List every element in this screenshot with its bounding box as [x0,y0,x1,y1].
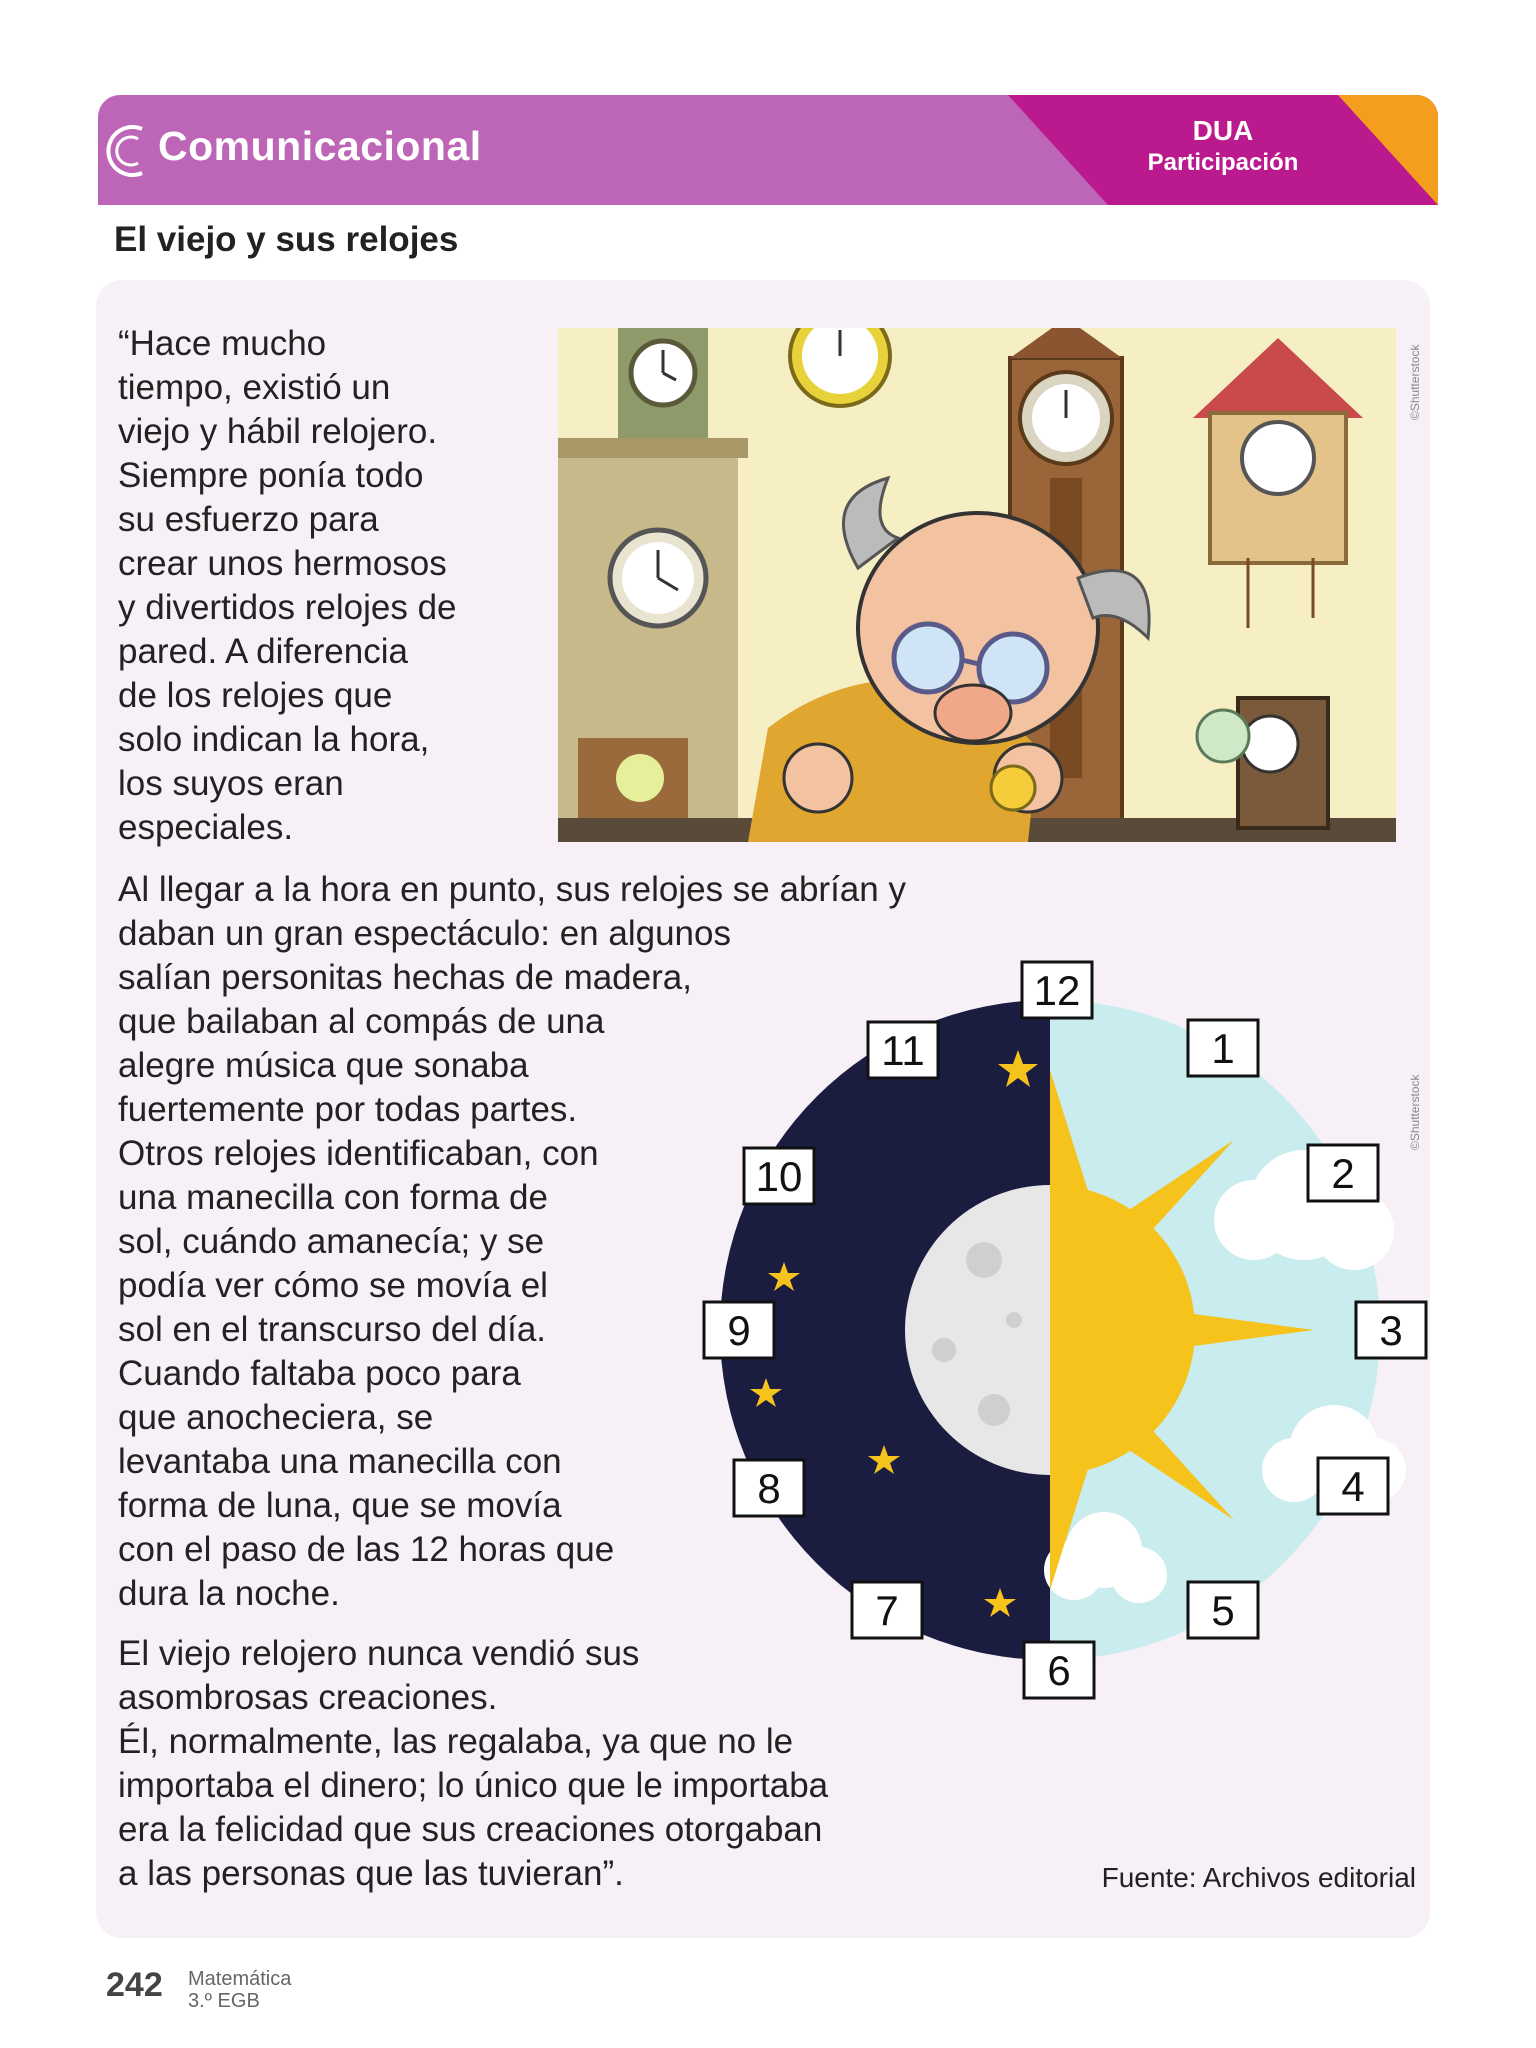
footer-info [188,1968,291,2012]
svg-text:5: 5 [1211,1587,1235,1634]
clockmaker-illustration [558,328,1396,842]
hour-box-6 [1024,1642,1094,1698]
text-line: sol en el transcurso del día. [118,1310,547,1349]
text-line: Él, normalmente, las regalaba, ya que no le [118,1722,794,1761]
svg-text:12: 12 [1033,967,1081,1014]
svg-text:8: 8 [757,1465,781,1512]
svg-text:1: 1 [1211,1025,1235,1072]
text-line: era la felicidad que sus creaciones otorgaban [118,1810,823,1849]
paragraph-1 [118,322,558,850]
hour-box-8 [734,1460,804,1516]
text-line: su esfuerzo para [118,500,379,539]
text-line: y divertidos relojes de [118,588,457,627]
text-line: Siempre ponía todo [118,456,424,495]
paragraph-3 [118,1632,1018,1896]
text-line: asombrosas creaciones. [118,1678,498,1717]
text-line: sol, cuándo amanecía; y se [118,1222,545,1261]
source-note: Fuente: Archivos editorial [1101,1862,1416,1893]
comunicacional-logo-icon [98,119,162,183]
svg-text:11: 11 [881,1027,925,1074]
text-line: que bailaban al compás de una [118,1002,605,1041]
hour-box-11 [868,1022,938,1078]
footer-grade: 3.º EGB [188,1990,260,2012]
svg-text:6: 6 [1047,1647,1071,1694]
text-line: tiempo, existió un [118,368,391,407]
text-line: Al llegar a la hora en punto, sus relojes se abrían y [118,870,906,909]
section-title: Comunicacional [158,123,482,169]
page-number: 242 [106,1966,163,2004]
text-line: Otros relojes identificaban, con [118,1134,599,1173]
hour-box-10 [744,1148,814,1204]
text-line: podía ver cómo se movía el [118,1266,548,1305]
story-title: El viejo y sus relojes [114,220,459,259]
svg-text:7: 7 [875,1587,899,1634]
hour-box-12 [1022,962,1092,1018]
dua-subtitle: Participación [1147,149,1299,176]
text-line: solo indican la hora, [118,720,430,759]
text-line: que anocheciera, se [118,1398,434,1437]
svg-text:4: 4 [1341,1463,1365,1510]
svg-text:2: 2 [1331,1150,1355,1197]
image-credit: ©Shutterstock [1408,344,1422,420]
text-line: fuertemente por todas partes. [118,1090,578,1129]
hour-box-4 [1318,1458,1388,1514]
text-line: los suyos eran [118,764,344,803]
text-line: una manecilla con forma de [118,1178,548,1217]
svg-text:10: 10 [755,1153,803,1200]
text-line: crear unos hermosos [118,544,447,583]
svg-text:3: 3 [1379,1307,1403,1354]
text-line: El viejo relojero nunca vendió sus [118,1634,640,1673]
text-line: Cuando faltaba poco para [118,1354,521,1393]
text-line: forma de luna, que se movía [118,1486,562,1525]
text-line: importaba el dinero; lo único que le importaba [118,1766,829,1805]
text-line: dura la noche. [118,1574,340,1613]
text-line: con el paso de las 12 horas que [118,1530,615,1569]
text-line: salían personitas hechas de madera, [118,958,692,997]
text-line: viejo y hábil relojero. [118,412,438,451]
dua-title: DUA [1192,115,1254,146]
hour-box-1 [1188,1020,1258,1076]
section-header [98,95,1438,205]
text-line: a las personas que las tuvieran”. [118,1854,624,1893]
hour-box-5 [1188,1582,1258,1638]
text-line: de los relojes que [118,676,393,715]
hour-box-3 [1356,1302,1426,1358]
text-line: pared. A diferencia [118,632,408,671]
footer-subject: Matemática [188,1968,292,1990]
text-line: levantaba una manecilla con [118,1442,562,1481]
day-night-clock [694,950,1434,1710]
hour-box-2 [1308,1145,1378,1201]
text-line: especiales. [118,808,294,847]
text-line: “Hace mucho [118,324,327,363]
text-line: alegre música que sonaba [118,1046,529,1085]
text-line: daban un gran espectáculo: en algunos [118,914,731,953]
clock-image-credit: ©Shutterstock [1408,1074,1422,1150]
dua-badge [1128,115,1318,177]
hour-box-9 [704,1302,774,1358]
svg-text:9: 9 [727,1307,751,1354]
hour-box-7 [852,1582,922,1638]
